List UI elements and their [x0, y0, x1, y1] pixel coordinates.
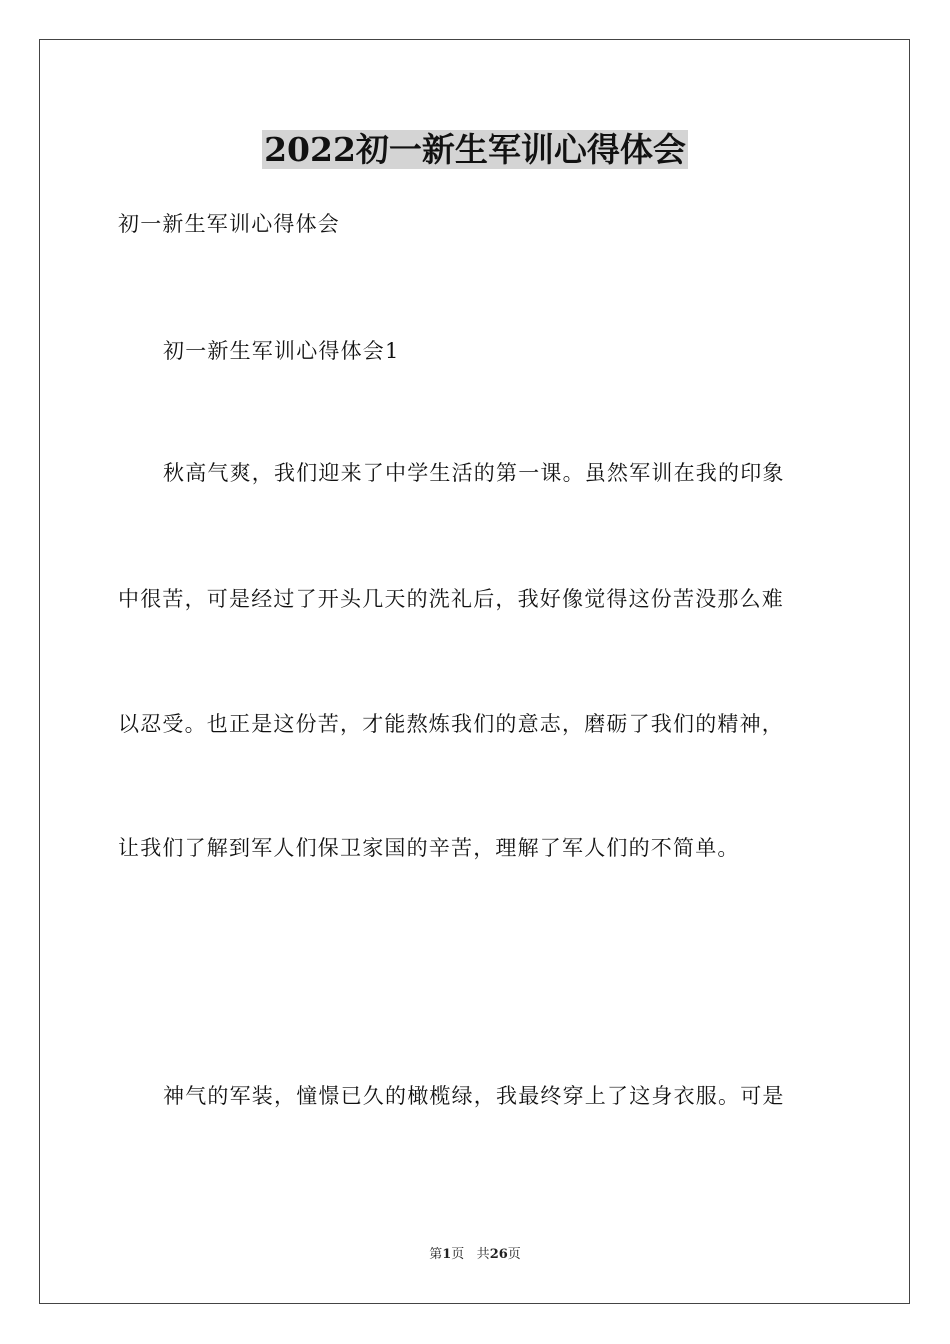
page-number: 1 [442, 1247, 452, 1262]
page-suffix: 页 [451, 1247, 465, 1262]
paragraph-line: 中很苦，可是经过了开头几天的洗礼后，我好像觉得这份苦没那么难 [118, 587, 784, 611]
paragraph-line: 秋高气爽，我们迎来了中学生活的第一课。虽然军训在我的印象 [163, 461, 785, 485]
paragraph-line: 以忍受。也正是这份苦，才能熬炼我们的意志，磨砺了我们的精神， [118, 712, 784, 736]
section-heading: 初一新生军训心得体会1 [163, 339, 400, 363]
document-title-text: 2022初一新生军训心得体会 [264, 130, 686, 169]
document-subtitle: 初一新生军训心得体会 [118, 212, 340, 236]
total-pages: 26 [489, 1247, 508, 1262]
paragraph-line: 让我们了解到军人们保卫家国的辛苦，理解了军人们的不简单。 [118, 836, 740, 860]
document-title [0, 128, 950, 172]
page-prefix: 第 [429, 1247, 443, 1262]
total-suffix: 页 [507, 1247, 521, 1262]
total-prefix: 共 [476, 1247, 490, 1262]
page-footer [0, 1246, 950, 1264]
paragraph-line: 神气的军装，憧憬已久的橄榄绿，我最终穿上了这身衣服。可是 [163, 1084, 785, 1108]
